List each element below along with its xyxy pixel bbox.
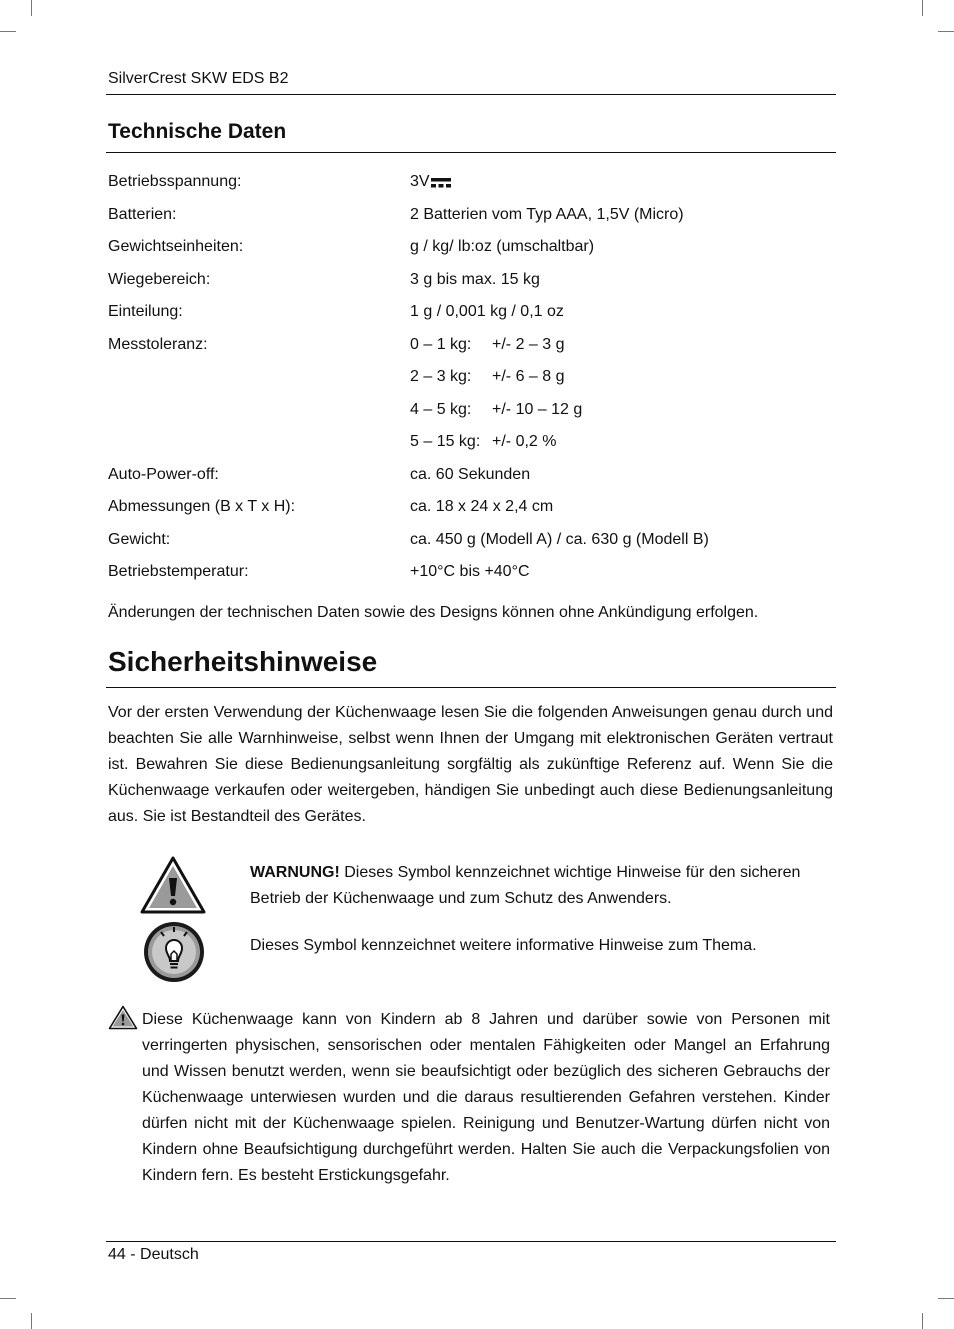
spec-row [108,264,834,297]
spec-row [108,459,834,492]
crop-mark [31,1313,32,1329]
tolerance-amount: +/- 6 – 8 g [492,368,565,386]
header-rule [106,94,836,95]
spec-label: Abmessungen (B x T x H): [108,498,296,516]
tolerance-amount: +/- 2 – 3 g [492,335,565,353]
spec-row [108,231,834,264]
tolerance-range: 4 – 5 kg: [410,400,472,418]
spec-row-tolerance [108,426,834,459]
spec-row [108,491,834,524]
spec-value [410,173,834,191]
spec-label: Einteilung: [108,303,183,321]
dc-current-icon [431,178,451,188]
tolerance-value [410,401,834,419]
tolerance-amount: +/- 10 – 12 g [492,400,583,418]
warning-triangle-icon [140,856,206,914]
light-bulb-icon [142,920,206,984]
spec-label: Gewicht: [108,530,171,548]
tolerance-value [410,336,834,354]
crop-mark [31,0,32,16]
tolerance-range: 2 – 3 kg: [410,368,472,386]
warning-note [250,860,835,912]
warning-label: WARNUNG! [250,864,340,881]
crop-mark [0,1298,16,1299]
warning-triangle-icon [108,1005,138,1030]
spec-value: ca. 450 g (Modell A) / ca. 630 g (Modell B) [410,530,709,548]
spec-value: +10°C bis +40°C [410,563,530,581]
tolerance-range: 5 – 15 kg: [410,433,481,451]
spec-row-tolerance [108,361,834,394]
spec-row-tolerance [108,394,834,427]
spec-row [108,556,834,589]
crop-mark [0,31,16,32]
spec-value: g / kg/ lb:oz (umschaltbar) [410,238,595,256]
spec-value-text: 3V [410,173,430,191]
spec-value: ca. 60 Sekunden [410,465,531,483]
spec-table [108,166,834,589]
running-header: SilverCrest SKW EDS B2 [108,70,289,87]
spec-label: Betriebsspannung: [108,173,242,191]
tolerance-value [410,368,834,386]
spec-label: Auto-Power-off: [108,465,219,483]
warning-description: Dieses Symbol kennzeichnet wichtige Hinweise für den sicheren Betrieb der Küchenwaage und zum Schutz des Anwenders. [250,864,801,907]
page-number: 44 - Deutsch [108,1246,199,1263]
spec-value: ca. 18 x 24 x 2,4 cm [410,498,554,516]
spec-row-tolerance [108,329,834,362]
spec-label: Messtoleranz: [108,335,208,353]
spec-label: Betriebstemperatur: [108,563,249,581]
section-rule [106,152,836,153]
section-heading-safety: Sicherheitshinweise [108,646,378,677]
spec-value: 3 g bis max. 15 kg [410,270,540,288]
spec-row [108,166,834,199]
tolerance-range: 0 – 1 kg: [410,335,472,353]
spec-row [108,296,834,329]
crop-mark [922,1313,923,1329]
change-note: Änderungen der technischen Daten sowie des Designs können ohne Ankündigung erfolgen. [108,604,759,621]
tolerance-amount: +/- 0,2 % [492,433,557,451]
children-warning: Diese Küchenwaage kann von Kindern ab 8 Jahren und darüber sowie von Personen mit verringerten physischen, sensorischen oder mentalen Fähigkeiten oder Mangel an Erfahrung und Wissen benutzt werden, wenn sie beaufsichtigt oder bezüglich des sicheren Gebrauchs der Küchenwaage unterwiesen wurden und die daraus resultierenden Gefahren verstehen. Kinder dürfen nicht mit der Küchenwaage spielen. Reinigung und Benutzer-Wartung dürfen nicht von Kindern ohne Beaufsichtigung durchgeführt werden. Halten Sie auch die Verpackungsfolien von Kindern fern. Es besteht Erstickungsgefahr. [142,1011,830,1184]
crop-mark [938,1298,954,1299]
section-heading-technical: Technische Daten [108,120,287,143]
spec-value: 2 Batterien vom Typ AAA, 1,5V (Micro) [410,205,684,223]
crop-mark [922,0,923,16]
spec-label: Wiegebereich: [108,270,211,288]
footer-rule [106,1241,836,1242]
safety-intro: Vor der ersten Verwendung der Küchenwaage lesen Sie die folgenden Anweisungen genau durch und beachten Sie alle Warnhinweise, selbst wenn Ihnen der Umgang mit elektronischen Geräten vertraut ist. Bewahren Sie diese Bedienungsanleitung sorgfältig als zukünftige Referenz auf. Wenn Sie die Küchenwaage verkaufen oder weitergeben, händigen Sie unbedingt auch diese Bedienungsanleitung aus. Sie ist Bestandteil des Gerätes. [108,704,833,825]
crop-mark [938,31,954,32]
info-note: Dieses Symbol kennzeichnet weitere informative Hinweise zum Thema. [250,937,757,954]
spec-label: Batterien: [108,205,177,223]
spec-label: Gewichtseinheiten: [108,238,244,256]
section-rule [106,687,836,688]
spec-row [108,199,834,232]
tolerance-value [410,433,834,451]
spec-value: 1 g / 0,001 kg / 0,1 oz [410,303,564,321]
spec-row [108,524,834,557]
